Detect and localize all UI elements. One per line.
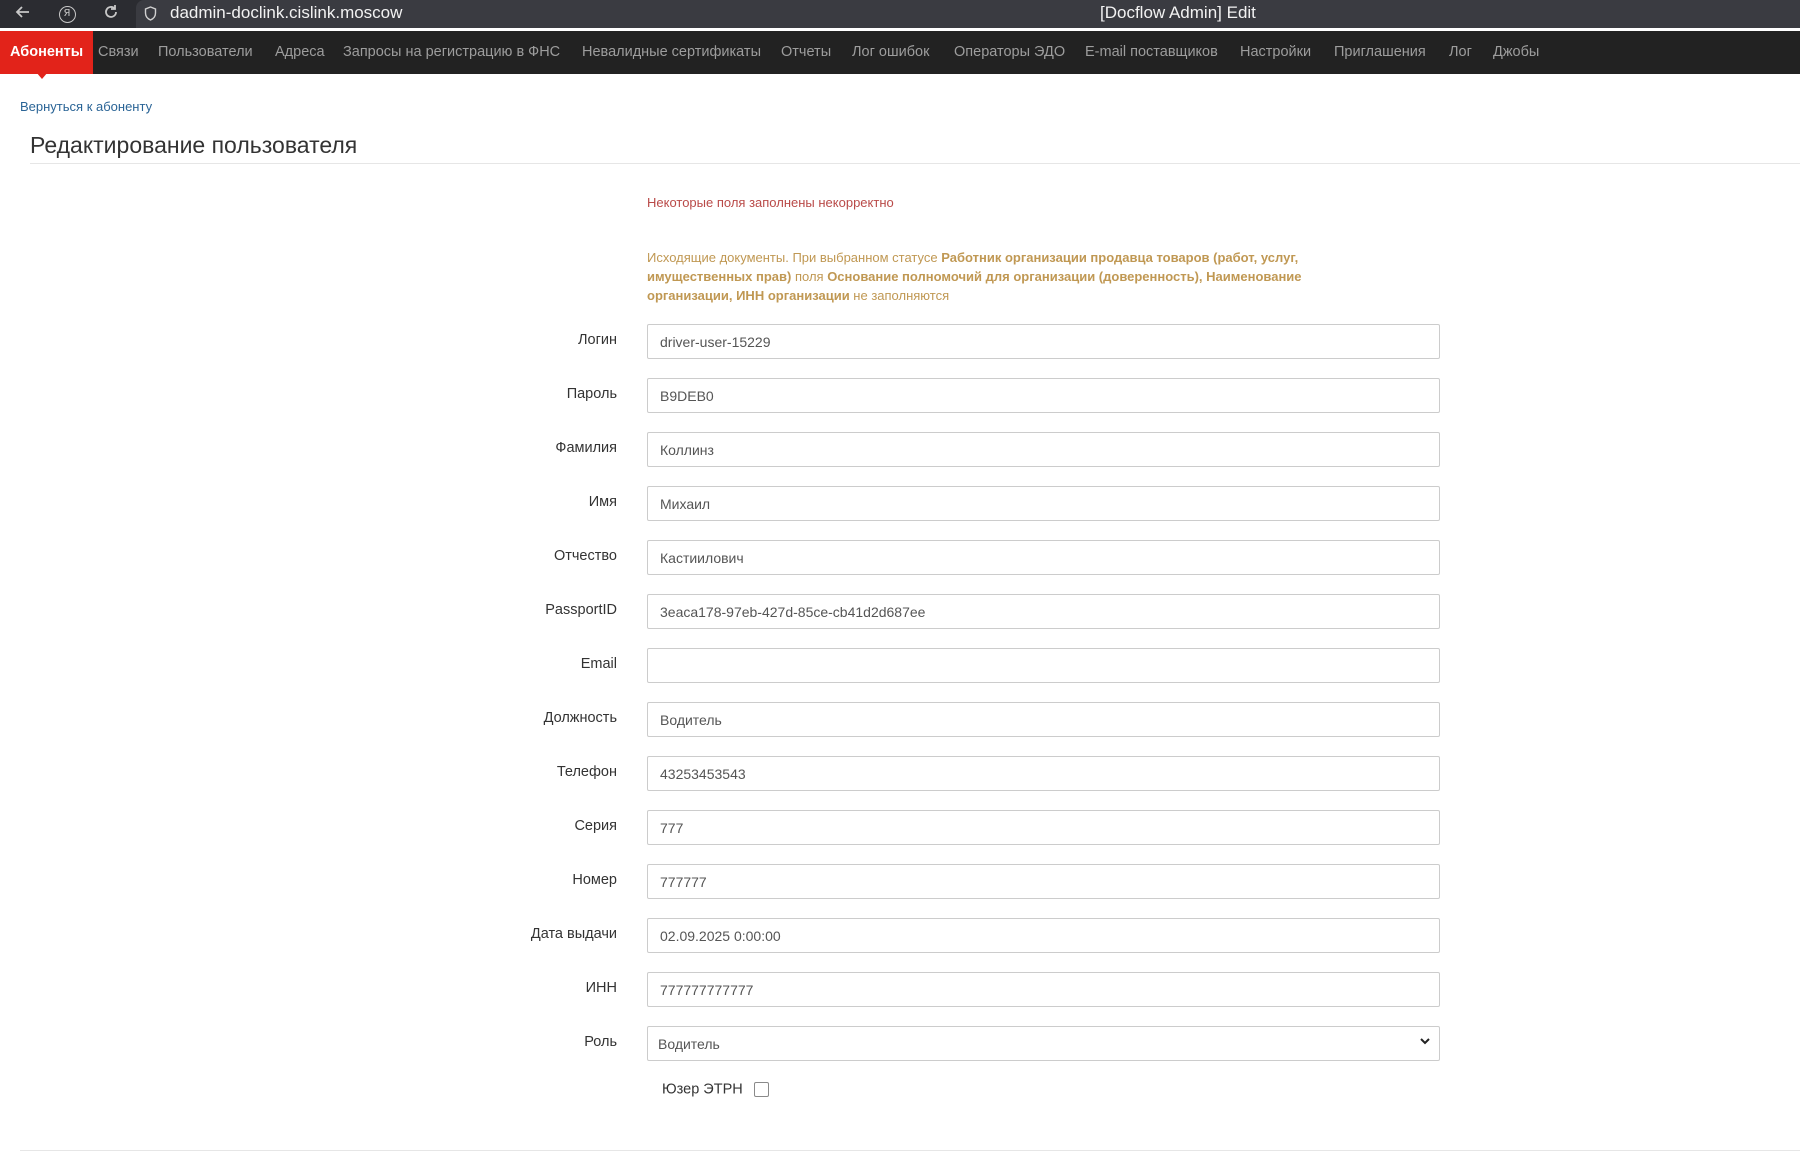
nav-item-edo-operators[interactable]: Операторы ЭДО: [954, 44, 1066, 60]
form-row-passport-id: [0, 594, 1800, 629]
password-input[interactable]: [647, 378, 1440, 413]
form-row-series: [0, 810, 1800, 845]
login-input[interactable]: [647, 324, 1440, 359]
nav-item-invitations[interactable]: Приглашения: [1334, 44, 1426, 60]
etrn-user-field: [662, 1079, 769, 1103]
nav-item-links[interactable]: Связи: [98, 44, 139, 60]
main-navbar: [0, 31, 1800, 74]
issue-date-input[interactable]: [647, 918, 1440, 953]
divider: [30, 163, 1800, 164]
login-label: Логин: [578, 332, 617, 348]
reload-icon[interactable]: [100, 3, 122, 25]
form-row-login: [0, 324, 1800, 359]
role-label: Роль: [584, 1034, 617, 1050]
arrow-left-icon[interactable]: [12, 3, 34, 25]
address-bar[interactable]: [136, 0, 1800, 28]
etrn-user-label: Юзер ЭТРН: [662, 1081, 743, 1098]
etrn-user-checkbox[interactable]: [754, 1082, 769, 1097]
passport-id-input[interactable]: [647, 594, 1440, 629]
validation-error-message: Некоторые поля заполнены некорректно: [647, 195, 894, 210]
form-row-lastname: [0, 432, 1800, 467]
email-label: Email: [580, 656, 617, 672]
form-row-firstname: [0, 486, 1800, 521]
browser-toolbar: [0, 0, 1800, 28]
series-input[interactable]: [647, 810, 1440, 845]
patronymic-input[interactable]: [647, 540, 1440, 575]
email-input[interactable]: [647, 648, 1440, 683]
warning-message: Исходящие документы. При выбранном статусе Работник организации продавца товаров (работ, услуг, имущественных прав) поля Основание полномочий для организации (доверенность), Наименование организации, ИНН организации не заполняются: [647, 250, 1302, 303]
form-row-position: [0, 702, 1800, 737]
back-to-abonent-link[interactable]: Вернуться к абоненту: [20, 99, 153, 114]
firstname-label: Имя: [588, 494, 617, 510]
nav-item-reports[interactable]: Отчеты: [781, 44, 832, 60]
patronymic-label: Отчество: [553, 548, 617, 564]
nav-item-abonents[interactable]: Абоненты: [0, 31, 93, 74]
nav-item-invalid-certs[interactable]: Невалидные сертификаты: [582, 44, 761, 60]
nav-item-users[interactable]: Пользователи: [158, 44, 253, 60]
form-row-issue-date: [0, 918, 1800, 953]
series-label: Серия: [574, 818, 617, 834]
number-input[interactable]: [647, 864, 1440, 899]
nav-item-supplier-emails[interactable]: E-mail поставщиков: [1085, 44, 1218, 60]
phone-label: Телефон: [556, 764, 617, 780]
form-row-phone: [0, 756, 1800, 791]
number-label: Номер: [572, 872, 617, 888]
active-caret: [36, 72, 48, 79]
nav-item-fns-requests[interactable]: Запросы на регистрацию в ФНС: [343, 44, 561, 60]
window-title: [Docflow Admin] Edit: [1100, 3, 1256, 22]
form-row-patronymic: [0, 540, 1800, 575]
firstname-input[interactable]: [647, 486, 1440, 521]
nav-item-settings[interactable]: Настройки: [1240, 44, 1312, 60]
nav-item-error-log[interactable]: Лог ошибок: [852, 44, 930, 60]
nav-item-addresses[interactable]: Адреса: [275, 44, 325, 60]
shield-icon[interactable]: [144, 6, 157, 21]
nav-item-log[interactable]: Лог: [1449, 44, 1472, 60]
divider: [20, 1150, 1800, 1151]
nav-item-jobs[interactable]: Джобы: [1493, 44, 1540, 60]
issue-date-label: Дата выдачи: [530, 926, 617, 942]
form-row-password: [0, 378, 1800, 413]
lastname-input[interactable]: [647, 432, 1440, 467]
yandex-icon[interactable]: Я: [56, 3, 78, 25]
password-label: Пароль: [566, 386, 617, 402]
phone-input[interactable]: [647, 756, 1440, 791]
inn-label: ИНН: [585, 980, 617, 996]
url-text[interactable]: dadmin-doclink.cislink.moscow: [170, 3, 403, 22]
form-row-inn: [0, 972, 1800, 1007]
form-row-role: [0, 1026, 1800, 1061]
passport-id-label: PassportID: [545, 602, 617, 618]
form-row-number: [0, 864, 1800, 899]
position-input[interactable]: [647, 702, 1440, 737]
form-row-email: [0, 648, 1800, 683]
role-select[interactable]: [647, 1026, 1440, 1061]
page-title: Редактирование пользователя: [30, 132, 358, 158]
inn-input[interactable]: [647, 972, 1440, 1007]
lastname-label: Фамилия: [555, 440, 617, 456]
position-label: Должность: [543, 710, 617, 726]
